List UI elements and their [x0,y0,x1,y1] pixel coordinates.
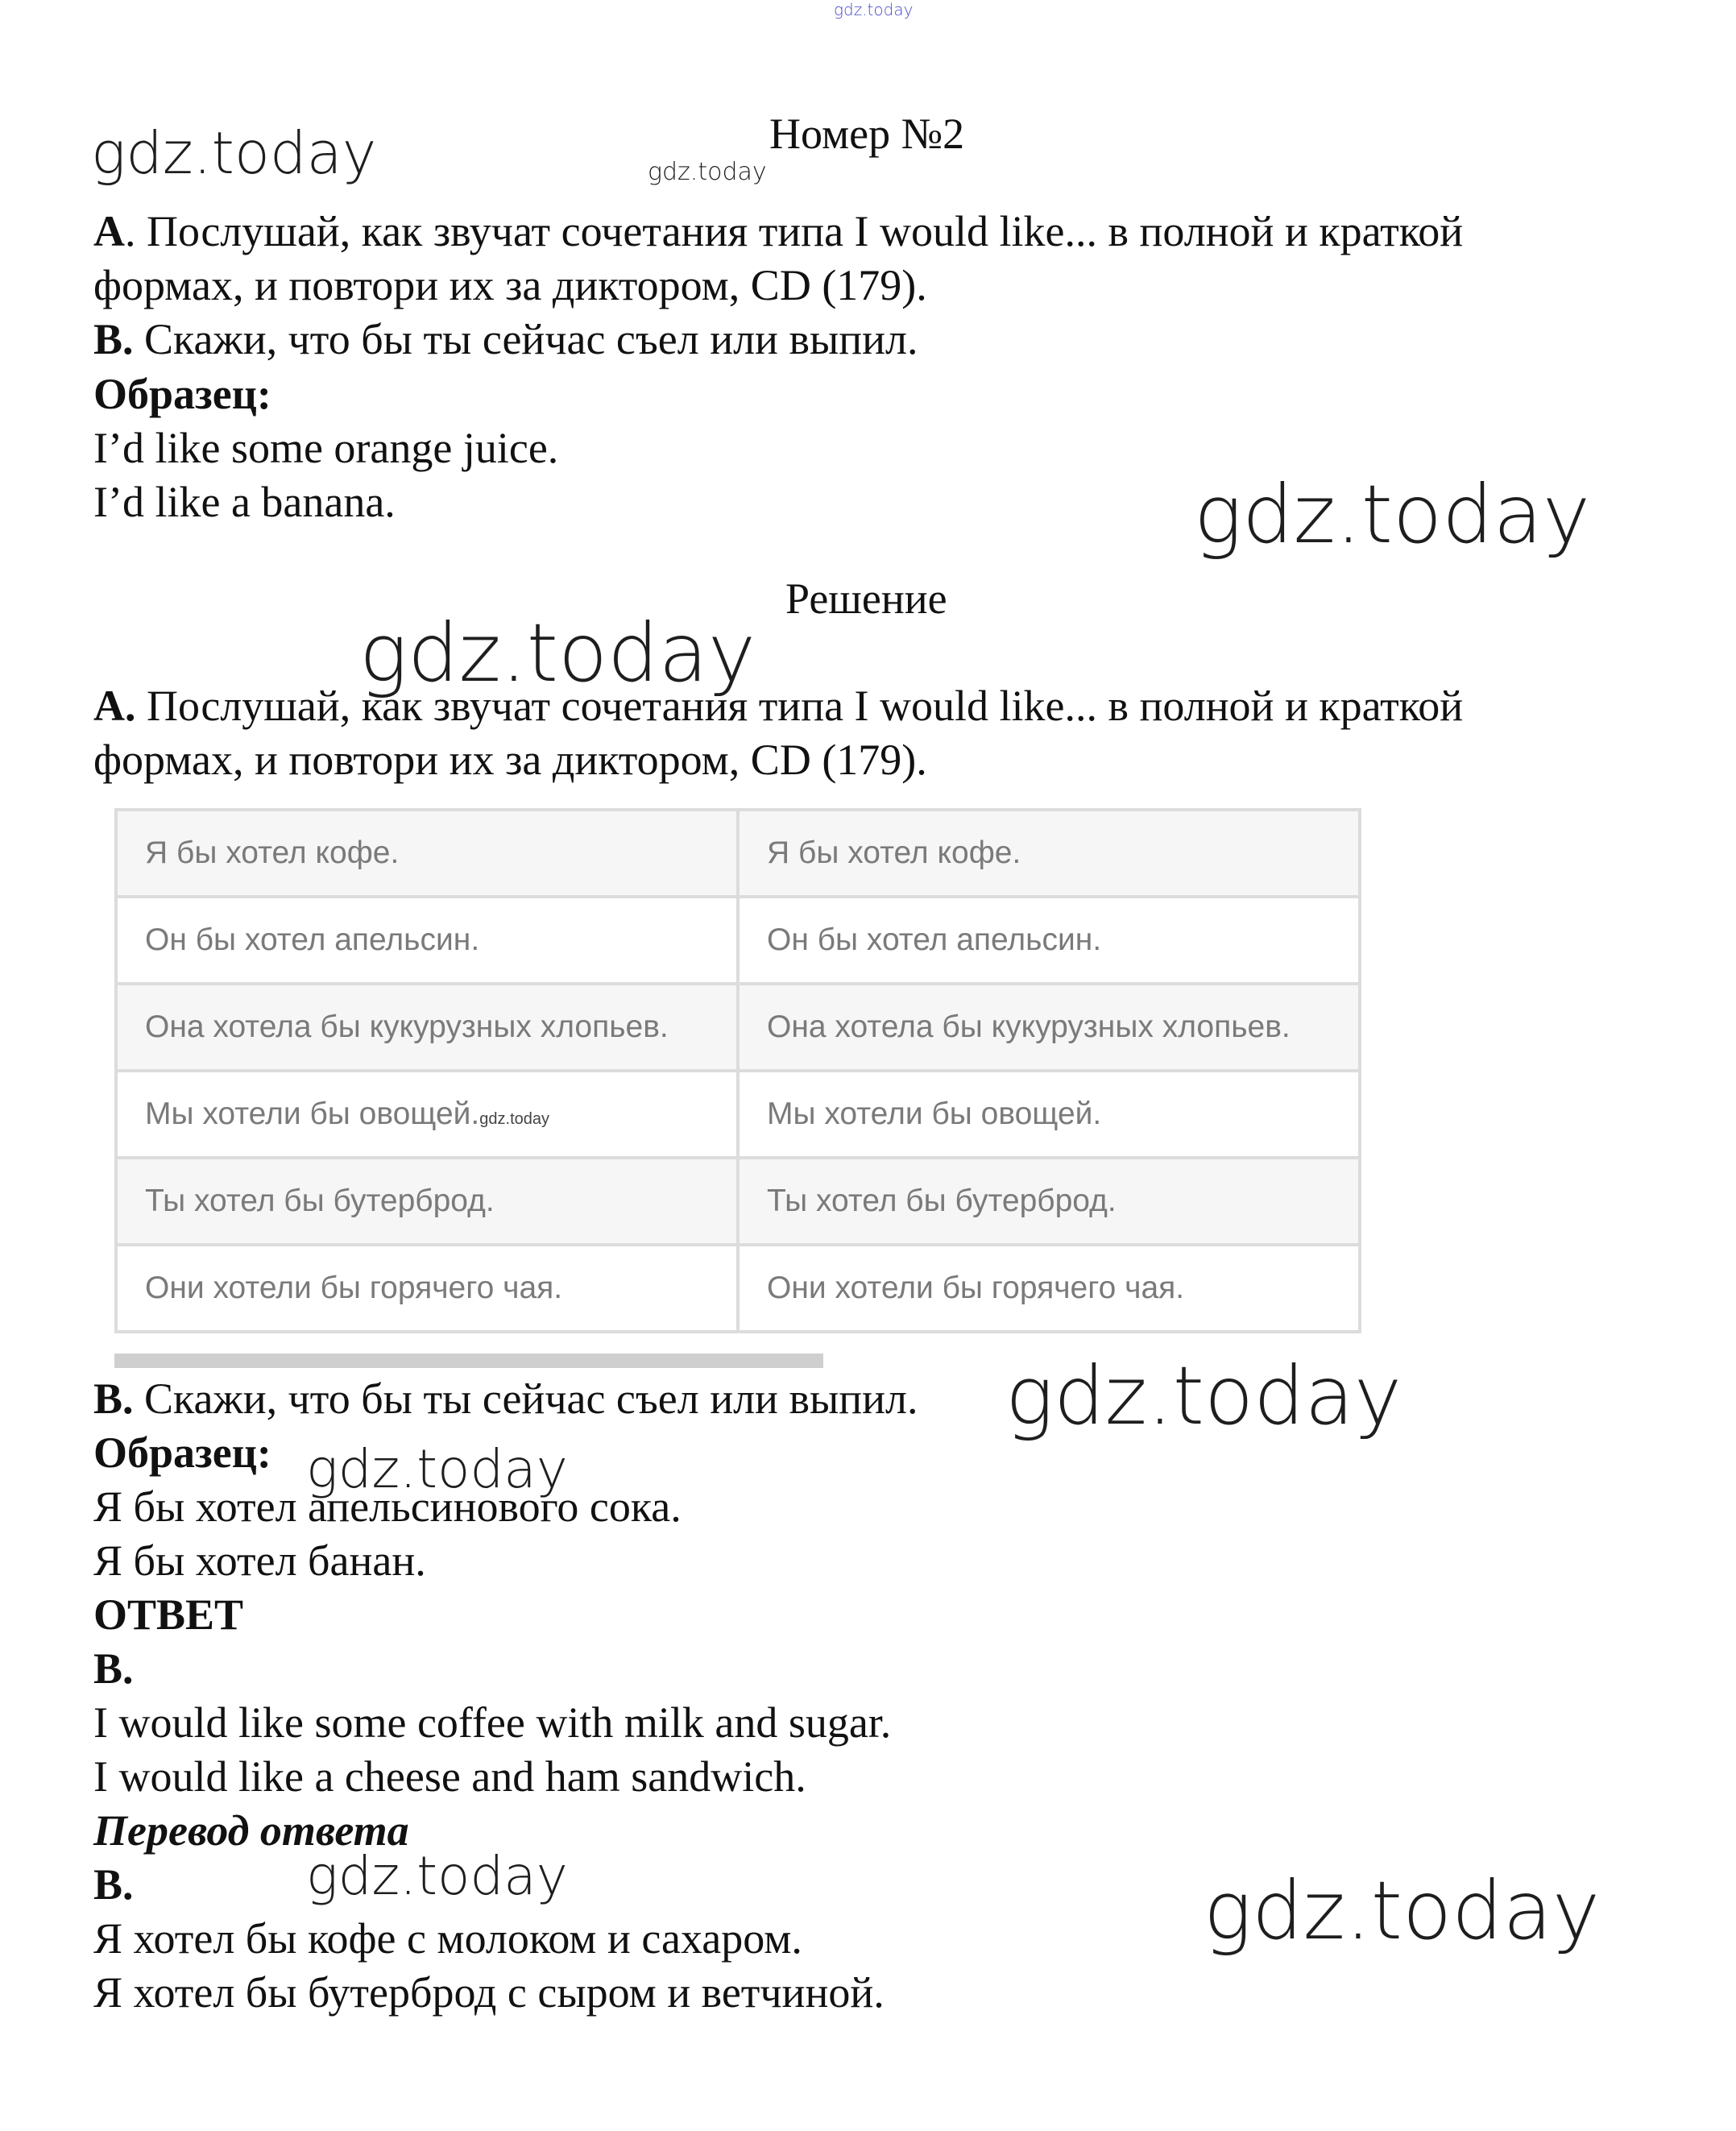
table-cell: Ты хотел бы бутерброд. [738,1158,1360,1245]
watermark: gdz.today [1005,1349,1402,1443]
solution-b: B. Скажи, что бы ты сейчас съел или выпил. [93,1374,918,1423]
task-sample-2: I’d like a banana. [93,478,396,526]
watermark-top: gdz.today [834,0,914,19]
answer-label: ОТВЕТ [93,1590,244,1639]
table-row [116,984,1360,1071]
answer-line-1: I would like some coffee with milk and sugar. [93,1698,892,1747]
table-cell: Она хотела бы кукурузных хлопьев. [738,984,1360,1071]
watermark: gdz.today [648,158,767,186]
watermark: gdz.today [91,119,377,187]
translation-b-label: B. [93,1860,134,1909]
solution-a-line-1: А. Послушай, как звучат сочетания типа I would like... в полной и краткой [93,682,1464,730]
table-cell: Я бы хотел кофе. [738,810,1360,897]
table-cell: Я бы хотел кофе. [116,810,738,897]
translation-label: Перевод ответа [93,1806,409,1855]
table-row [116,810,1360,897]
answer-b-label: B. [93,1644,134,1693]
page-title: Номер №2 [769,110,965,158]
task-sample-label: Образец: [93,370,271,418]
watermark: gdz.today [306,1438,568,1500]
watermark: gdz.today [1194,467,1591,562]
table-row [116,897,1360,984]
table-cell: Мы хотели бы овощей. [738,1071,1360,1158]
table-cell: Мы хотели бы овощей.gdz.today [116,1071,738,1158]
solution-sample-2: Я бы хотел банан. [93,1536,426,1585]
watermark: gdz.today [359,606,756,700]
watermark: gdz.today [306,1845,568,1907]
table-row [116,1071,1360,1158]
task-a-line-2: формах, и повтори их за диктором, CD (179). [93,261,927,309]
table-cell: Ты хотел бы бутерброд. [116,1158,738,1245]
table-row [116,1245,1360,1332]
solution-a-line-2: формах, и повтори их за диктором, CD (179). [93,736,927,784]
table-cell: Он бы хотел апельсин. [116,897,738,984]
solution-title: Решение [785,574,947,623]
watermark: gdz.today [1204,1864,1601,1958]
answer-line-2: I would like a cheese and ham sandwich. [93,1752,806,1801]
task-sample-1: I’d like some orange juice. [93,424,559,472]
phrase-table [114,808,1361,1333]
translation-line-2: Я хотел бы бутерброд с сыром и ветчиной. [93,1968,885,2017]
table-cell: Они хотели бы горячего чая. [116,1245,738,1332]
table-cell: Они хотели бы горячего чая. [738,1245,1360,1332]
table-cell: Она хотела бы кукурузных хлопьев. [116,984,738,1071]
table-row [116,1158,1360,1245]
solution-sample-label: Образец: [93,1428,271,1477]
table-cell: Он бы хотел апельсин. [738,897,1360,984]
task-a-line-1: А. Послушай, как звучат сочетания типа I would like... в полной и краткой [93,207,1464,255]
task-b: B. Скажи, что бы ты сейчас съел или выпил. [93,315,918,363]
translation-line-1: Я хотел бы кофе с молоком и сахаром. [93,1914,802,1963]
table-scrollbar[interactable] [114,1354,823,1368]
watermark: gdz.today [479,1110,550,1128]
solution-sample-1: Я бы хотел апельсинового сока. [93,1482,682,1531]
